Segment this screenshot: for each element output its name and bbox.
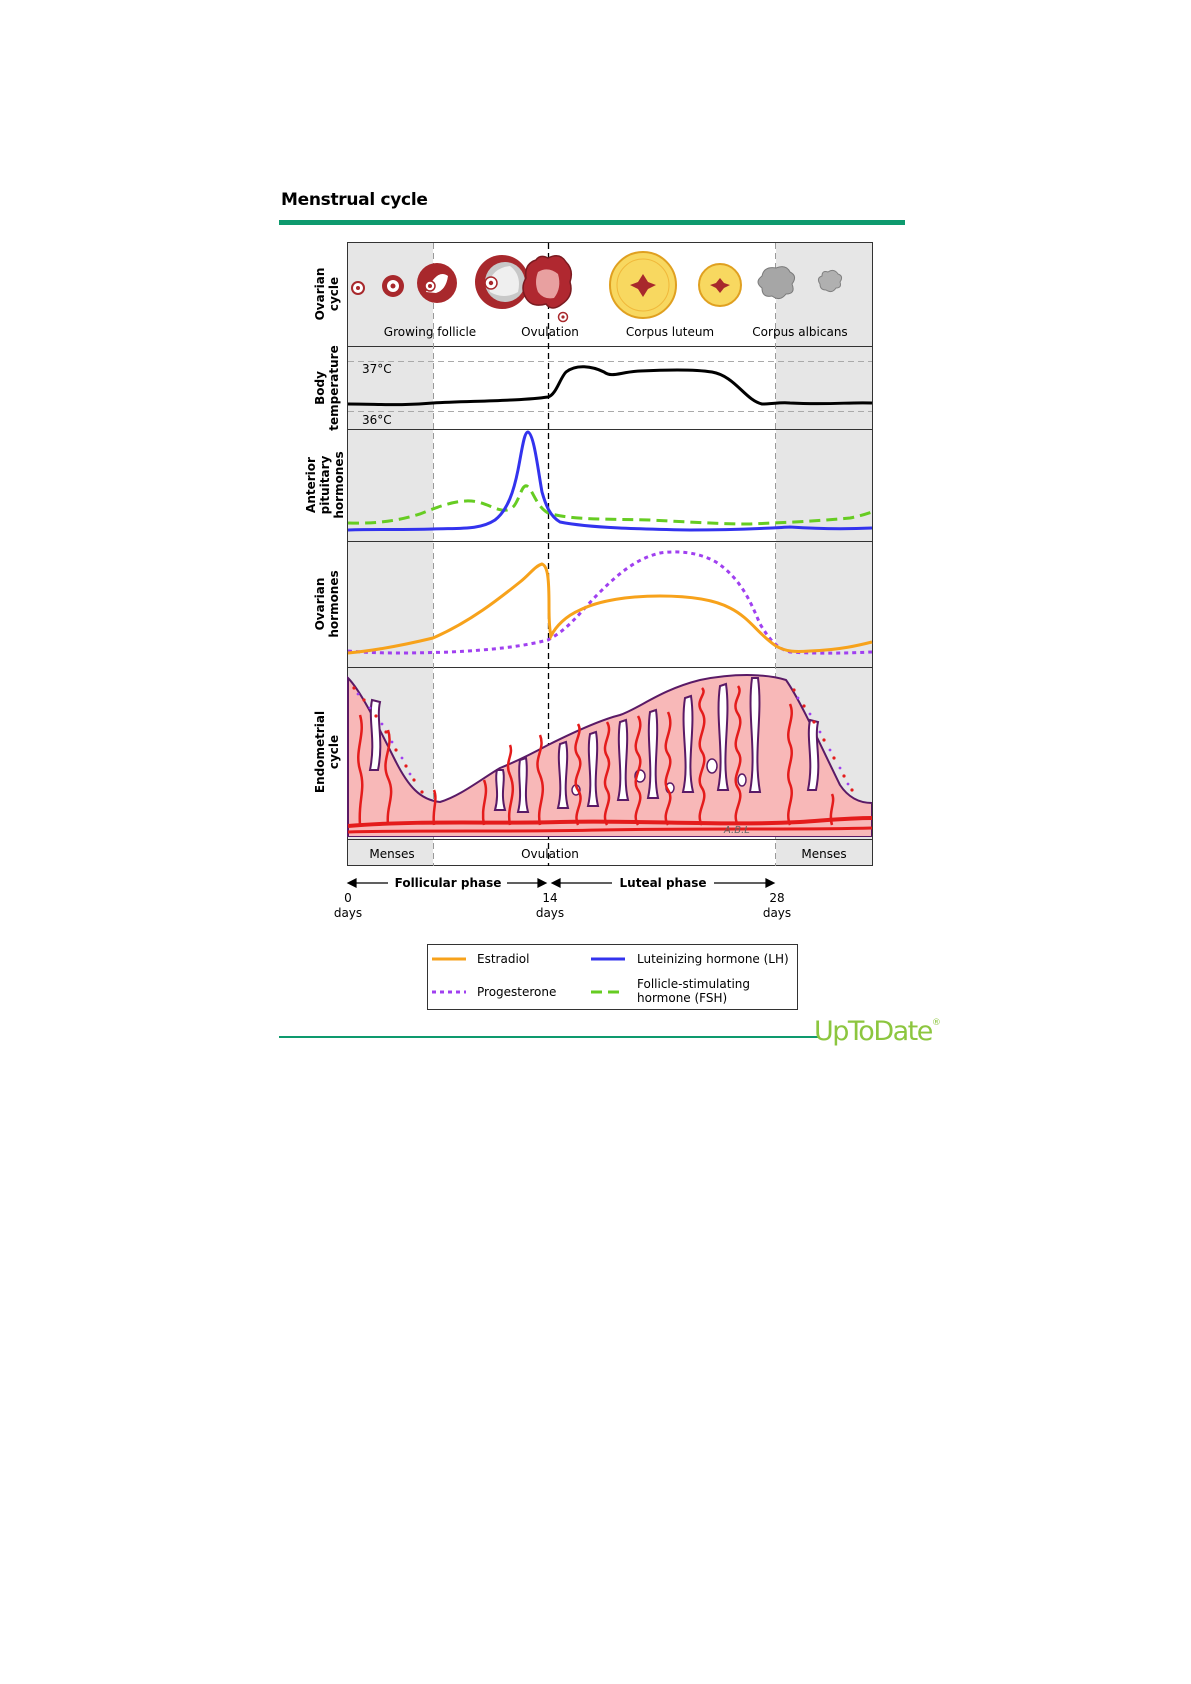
- label-ovarian-cycle: Ovariancycle: [313, 267, 341, 321]
- stage-growing-follicle: Growing follicle: [383, 325, 477, 339]
- footer-rule: [279, 1036, 819, 1038]
- day-0-unit: days: [333, 906, 363, 920]
- legend-progesterone-label: Progesterone: [477, 985, 557, 999]
- corpus-luteum-large-icon: [610, 252, 676, 318]
- uptodate-logo: [814, 1016, 941, 1047]
- brand-registered-mark: ®: [931, 1018, 941, 1028]
- temp-high-label: 37°C: [362, 362, 392, 376]
- primordial-follicle-icon: [352, 282, 364, 294]
- phase-labels: [395, 876, 707, 890]
- ruptured-follicle-icon: [523, 256, 571, 322]
- day-14-value: 14: [542, 891, 558, 905]
- legend-fsh-label-line1: Follicle-stimulating: [637, 977, 750, 991]
- follicular-phase-label: Follicular phase: [394, 876, 502, 890]
- legend: [428, 945, 798, 1010]
- page-title: Menstrual cycle: [281, 190, 428, 210]
- day-28-unit: days: [762, 906, 792, 920]
- panel-labels: [304, 268, 346, 794]
- legend-estradiol-label: Estradiol: [477, 952, 530, 966]
- primary-follicle-icon: [382, 275, 404, 297]
- brand-name: UpToDate: [814, 1016, 932, 1047]
- day-28-value: 28: [769, 891, 785, 905]
- graafian-follicle-icon: [475, 255, 529, 309]
- secondary-follicle-icon: [417, 263, 457, 303]
- menses-left-label: Menses: [369, 847, 415, 861]
- legend-lh-label: Luteinizing hormone (LH): [637, 952, 789, 966]
- legend-fsh-label-line2: hormone (FSH): [637, 991, 728, 1005]
- stage-ovulation: Ovulation: [521, 325, 579, 339]
- label-body-temperature: Bodytemperature: [313, 345, 341, 431]
- day-tick-labels: [334, 891, 791, 920]
- temp-low-label: 36°C: [362, 413, 392, 427]
- ovarian-stage-labels: [384, 325, 848, 339]
- stage-corpus-albicans: Corpus albicans: [752, 325, 848, 339]
- day-0-value: 0: [344, 891, 352, 905]
- stage-corpus-luteum: Corpus luteum: [625, 325, 715, 339]
- corpus-luteum-small-icon: [699, 264, 741, 306]
- menses-right-label: Menses: [801, 847, 847, 861]
- label-endometrial-cycle: Endometrialcycle: [313, 710, 341, 794]
- artist-signature: A.B.L: [724, 825, 750, 836]
- luteal-phase-label: Luteal phase: [619, 876, 707, 890]
- ovulation-bottom-label: Ovulation: [521, 847, 579, 861]
- label-anterior-pituitary: Anteriorpituitaryhormones: [304, 451, 346, 519]
- corpus-albicans-large-icon: [758, 267, 795, 299]
- label-ovarian-hormones: Ovarianhormones: [313, 570, 341, 638]
- day-14-unit: days: [535, 906, 565, 920]
